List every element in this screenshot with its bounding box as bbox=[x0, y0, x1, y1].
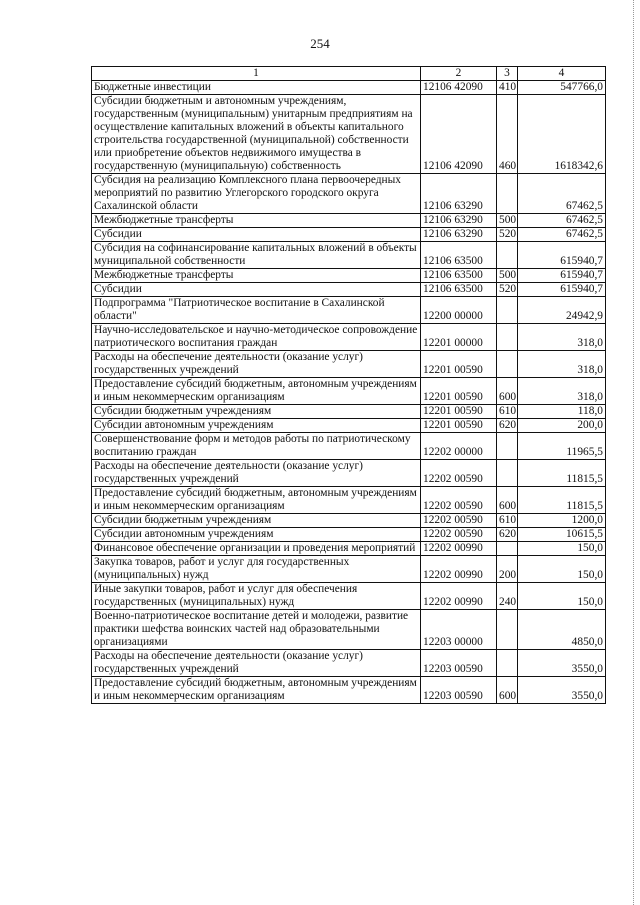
cell-sum: 4850,0 bbox=[518, 610, 606, 650]
cell-vr bbox=[497, 460, 518, 487]
cell-sum: 11815,5 bbox=[518, 460, 606, 487]
table-row bbox=[92, 542, 606, 556]
cell-name: Субсидии bbox=[92, 228, 421, 242]
cell-vr bbox=[497, 174, 518, 214]
table-row bbox=[92, 174, 606, 214]
cell-sum: 318,0 bbox=[518, 324, 606, 351]
cell-name: Предоставление субсидий бюджетным, автономным учреждениям и иным некоммерческим организациям bbox=[92, 487, 421, 514]
table-row bbox=[92, 487, 606, 514]
table-row bbox=[92, 95, 606, 174]
cell-sum: 547766,0 bbox=[518, 81, 606, 95]
cell-code: 12106 63290 bbox=[421, 214, 497, 228]
cell-code: 12106 63500 bbox=[421, 269, 497, 283]
cell-sum: 67462,5 bbox=[518, 214, 606, 228]
table-row bbox=[92, 214, 606, 228]
cell-code: 12202 00590 bbox=[421, 487, 497, 514]
cell-code: 12202 00000 bbox=[421, 433, 497, 460]
table-row bbox=[92, 81, 606, 95]
table-row bbox=[92, 556, 606, 583]
cell-vr: 520 bbox=[497, 283, 518, 297]
cell-code: 12106 63290 bbox=[421, 228, 497, 242]
cell-code: 12203 00590 bbox=[421, 677, 497, 704]
cell-code: 12106 42090 bbox=[421, 95, 497, 174]
cell-name: Предоставление субсидий бюджетным, автономным учреждениям и иным некоммерческим организациям bbox=[92, 378, 421, 405]
cell-vr bbox=[497, 433, 518, 460]
table-row bbox=[92, 419, 606, 433]
cell-vr bbox=[497, 650, 518, 677]
column-header-4: 4 bbox=[518, 67, 606, 81]
cell-code: 12106 63500 bbox=[421, 283, 497, 297]
cell-code: 12202 00590 bbox=[421, 528, 497, 542]
cell-vr: 460 bbox=[497, 95, 518, 174]
cell-sum: 11815,5 bbox=[518, 487, 606, 514]
cell-code: 12106 63290 bbox=[421, 174, 497, 214]
cell-vr: 600 bbox=[497, 378, 518, 405]
table-body bbox=[92, 81, 606, 704]
table-row bbox=[92, 269, 606, 283]
cell-sum: 3550,0 bbox=[518, 677, 606, 704]
cell-name: Субсидия на реализацию Комплексного плана первоочередных мероприятий по развитию Углегорского городского округа Сахалинской области bbox=[92, 174, 421, 214]
cell-sum: 1200,0 bbox=[518, 514, 606, 528]
cell-vr: 610 bbox=[497, 405, 518, 419]
table-row bbox=[92, 405, 606, 419]
cell-vr: 500 bbox=[497, 269, 518, 283]
cell-code: 12201 00590 bbox=[421, 405, 497, 419]
cell-name: Расходы на обеспечение деятельности (оказание услуг) государственных учреждений bbox=[92, 351, 421, 378]
scan-edge-line bbox=[631, 0, 634, 905]
cell-vr bbox=[497, 542, 518, 556]
table-row bbox=[92, 583, 606, 610]
cell-code: 12202 00590 bbox=[421, 514, 497, 528]
table-row bbox=[92, 351, 606, 378]
cell-vr: 520 bbox=[497, 228, 518, 242]
cell-name: Субсидии бюджетным и автономным учреждениям, государственным (муниципальным) унитарным предприятиям на осуществление капитальных вложений в объекты капитального строительства государственной (муниципальной) собственности или приобретение объектов недвижимого имущества в государственную (муниципальную) собственность bbox=[92, 95, 421, 174]
cell-sum: 150,0 bbox=[518, 556, 606, 583]
cell-code: 12203 00000 bbox=[421, 610, 497, 650]
cell-sum: 200,0 bbox=[518, 419, 606, 433]
table-row bbox=[92, 610, 606, 650]
cell-sum: 150,0 bbox=[518, 583, 606, 610]
cell-vr: 500 bbox=[497, 214, 518, 228]
cell-vr: 620 bbox=[497, 419, 518, 433]
table-row bbox=[92, 324, 606, 351]
cell-vr: 600 bbox=[497, 677, 518, 704]
cell-name: Бюджетные инвестиции bbox=[92, 81, 421, 95]
cell-name: Расходы на обеспечение деятельности (оказание услуг) государственных учреждений bbox=[92, 460, 421, 487]
cell-vr bbox=[497, 610, 518, 650]
cell-vr: 620 bbox=[497, 528, 518, 542]
table-row bbox=[92, 460, 606, 487]
cell-sum: 150,0 bbox=[518, 542, 606, 556]
cell-sum: 118,0 bbox=[518, 405, 606, 419]
cell-vr: 410 bbox=[497, 81, 518, 95]
cell-name: Субсидии bbox=[92, 283, 421, 297]
cell-sum: 1618342,6 bbox=[518, 95, 606, 174]
cell-vr bbox=[497, 324, 518, 351]
cell-sum: 318,0 bbox=[518, 351, 606, 378]
cell-name: Закупка товаров, работ и услуг для государственных (муниципальных) нужд bbox=[92, 556, 421, 583]
cell-sum: 615940,7 bbox=[518, 283, 606, 297]
cell-code: 12106 42090 bbox=[421, 81, 497, 95]
cell-sum: 615940,7 bbox=[518, 242, 606, 269]
cell-vr: 610 bbox=[497, 514, 518, 528]
cell-name: Расходы на обеспечение деятельности (оказание услуг) государственных учреждений bbox=[92, 650, 421, 677]
table-row bbox=[92, 228, 606, 242]
cell-name: Субсидии бюджетным учреждениям bbox=[92, 405, 421, 419]
cell-code: 12201 00590 bbox=[421, 351, 497, 378]
cell-name: Межбюджетные трансферты bbox=[92, 269, 421, 283]
cell-vr: 240 bbox=[497, 583, 518, 610]
cell-name: Подпрограмма "Патриотическое воспитание в Сахалинской области" bbox=[92, 297, 421, 324]
cell-name: Иные закупки товаров, работ и услуг для обеспечения государственных (муниципальных) нужд bbox=[92, 583, 421, 610]
cell-name: Субсидии автономным учреждениям bbox=[92, 419, 421, 433]
cell-sum: 3550,0 bbox=[518, 650, 606, 677]
cell-name: Финансовое обеспечение организации и проведения мероприятий bbox=[92, 542, 421, 556]
cell-sum: 11965,5 bbox=[518, 433, 606, 460]
cell-sum: 24942,9 bbox=[518, 297, 606, 324]
column-header-2: 2 bbox=[421, 67, 497, 81]
cell-code: 12202 00590 bbox=[421, 460, 497, 487]
cell-code: 12203 00590 bbox=[421, 650, 497, 677]
table-row bbox=[92, 677, 606, 704]
table-row bbox=[92, 283, 606, 297]
cell-name: Субсидии автономным учреждениям bbox=[92, 528, 421, 542]
cell-code: 12202 00990 bbox=[421, 542, 497, 556]
cell-vr bbox=[497, 242, 518, 269]
cell-vr bbox=[497, 351, 518, 378]
table-row bbox=[92, 297, 606, 324]
table-row bbox=[92, 242, 606, 269]
cell-code: 12202 00990 bbox=[421, 556, 497, 583]
cell-name: Межбюджетные трансферты bbox=[92, 214, 421, 228]
table-row bbox=[92, 378, 606, 405]
table-row bbox=[92, 650, 606, 677]
table-header-row bbox=[92, 67, 606, 81]
cell-code: 12202 00990 bbox=[421, 583, 497, 610]
cell-vr: 600 bbox=[497, 487, 518, 514]
cell-sum: 67462,5 bbox=[518, 174, 606, 214]
cell-name: Предоставление субсидий бюджетным, автономным учреждениям и иным некоммерческим организациям bbox=[92, 677, 421, 704]
cell-name: Субсидии бюджетным учреждениям bbox=[92, 514, 421, 528]
cell-name: Научно-исследовательское и научно-методическое сопровождение патриотического воспитания граждан bbox=[92, 324, 421, 351]
page-number: 254 bbox=[310, 36, 330, 51]
cell-sum: 318,0 bbox=[518, 378, 606, 405]
cell-code: 12201 00000 bbox=[421, 324, 497, 351]
cell-sum: 67462,5 bbox=[518, 228, 606, 242]
cell-code: 12201 00590 bbox=[421, 419, 497, 433]
column-header-1: 1 bbox=[92, 67, 421, 81]
cell-code: 12201 00590 bbox=[421, 378, 497, 405]
cell-vr bbox=[497, 297, 518, 324]
cell-name: Совершенствование форм и методов работы по патриотическому воспитанию граждан bbox=[92, 433, 421, 460]
table-row bbox=[92, 433, 606, 460]
cell-sum: 10615,5 bbox=[518, 528, 606, 542]
cell-code: 12200 00000 bbox=[421, 297, 497, 324]
table-row bbox=[92, 528, 606, 542]
table-row bbox=[92, 514, 606, 528]
cell-name: Субсидия на софинансирование капитальных вложений в объекты муниципальной собственности bbox=[92, 242, 421, 269]
cell-code: 12106 63500 bbox=[421, 242, 497, 269]
cell-vr: 200 bbox=[497, 556, 518, 583]
column-header-3: 3 bbox=[497, 67, 518, 81]
budget-table bbox=[91, 66, 606, 704]
cell-sum: 615940,7 bbox=[518, 269, 606, 283]
cell-name: Военно-патриотическое воспитание детей и молодежи, развитие практики шефства воинских частей над образовательными организациями bbox=[92, 610, 421, 650]
